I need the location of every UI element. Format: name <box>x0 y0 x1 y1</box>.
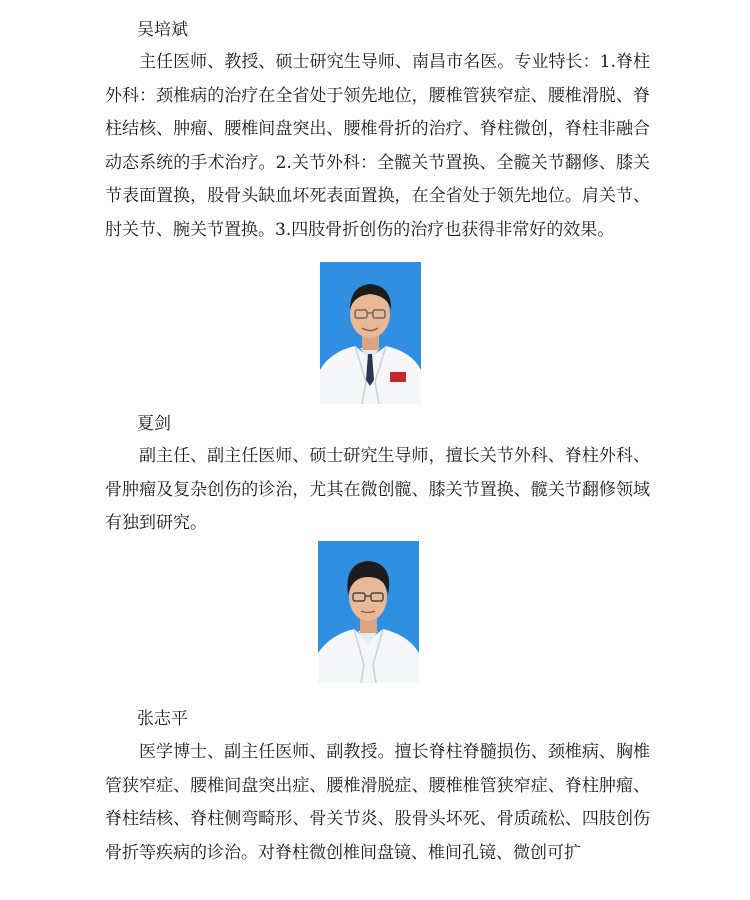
doctor-photo <box>318 541 419 683</box>
doctor-name: 夏剑 <box>137 414 171 434</box>
doctor-photo <box>320 262 421 404</box>
doctor-bio: 主任医师、教授、硕士研究生导师、南昌市名医。专业特长：1.脊柱外科：颈椎病的治疗在全省处于领先地位，腰椎管狭窄症、腰椎滑脱、脊柱结核、肿瘤、腰椎间盘突出、腰椎骨折的治疗、脊柱微创，脊柱非融合动态系统的手术治疗。2.关节外科：全髋关节置换、全髋关节翻修、膝关节表面置换，股骨头缺血坏死表面置换，在全省处于领先地位。肩关节、肘关节、腕关节置换。3.四肢骨折创伤的治疗也获得非常好的效果。 <box>105 52 650 240</box>
doctor-name: 张志平 <box>137 709 188 729</box>
doctor-name: 吴培斌 <box>137 20 188 40</box>
doctor-portrait-icon <box>320 262 421 404</box>
doctor-bio: 副主任、副主任医师、硕士研究生导师，擅长关节外科、脊柱外科、骨肿瘤及复杂创伤的诊治，尤其在微创髋、膝关节置换、髋关节翻修领域有独到研究。 <box>105 446 650 533</box>
doctor-portrait-icon <box>318 541 419 683</box>
doctor-bio: 医学博士、副主任医师、副教授。擅长脊柱脊髓损伤、颈椎病、胸椎管狭窄症、腰椎间盘突出症、腰椎滑脱症、腰椎椎管狭窄症、脊柱肿瘤、脊柱结核、脊柱侧弯畸形、骨关节炎、股骨头坏死、骨质疏松、四肢创伤骨折等疾病的诊治。对脊柱微创椎间盘镜、椎间孔镜、微创可扩 <box>105 742 650 863</box>
